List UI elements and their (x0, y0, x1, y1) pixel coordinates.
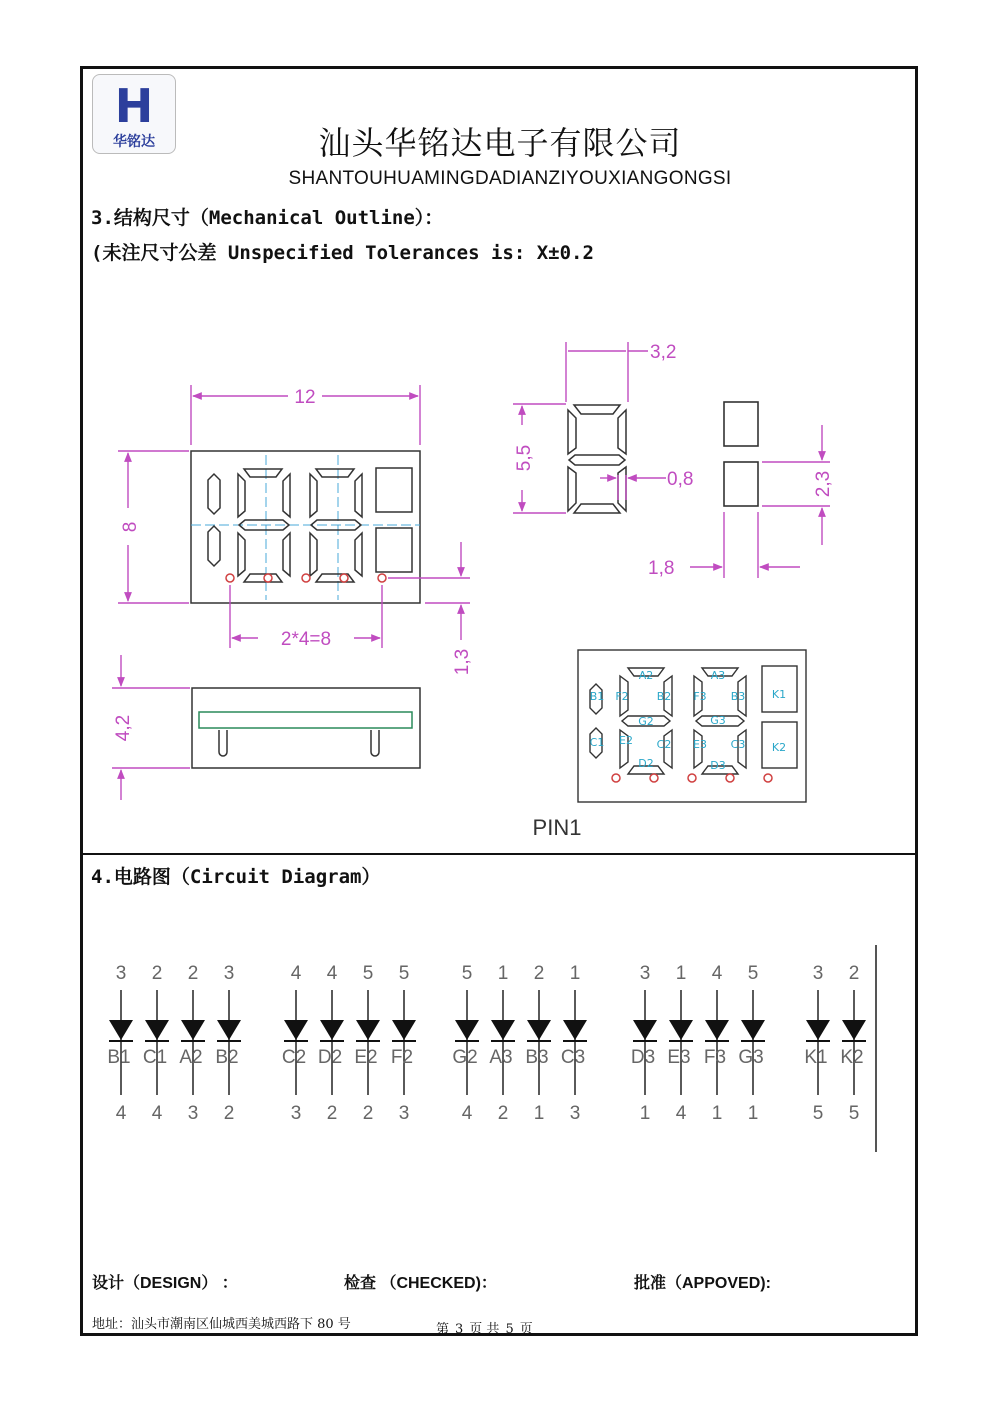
diode-top-pin: 2 (533, 963, 545, 984)
pin-segment-labels (590, 669, 786, 772)
diode-top-pin: 2 (187, 963, 199, 984)
diode-segment-label: A2 (179, 1047, 203, 1068)
pin1-caption: PIN1 (532, 815, 582, 840)
diode-segment-label: D2 (317, 1047, 343, 1068)
pin-label-a2: A2 (638, 669, 654, 682)
dim-depth-label: 4,2 (113, 714, 134, 742)
diode-bottom-pin: 4 (151, 1103, 163, 1124)
diode-symbol (109, 1020, 133, 1040)
dim-digit-height-label: 5,5 (514, 444, 535, 472)
diode-symbol (320, 1020, 344, 1040)
diode-symbol (181, 1020, 205, 1040)
diode-symbol (842, 1020, 866, 1040)
diode-segment-label: B3 (525, 1047, 549, 1068)
approved-label: 批准（APPOVED): (634, 1275, 771, 1292)
pin-label-c2: C2 (656, 738, 672, 751)
digit1-seg-c (208, 526, 220, 566)
diode-bottom-pin: 5 (812, 1103, 824, 1124)
diode-symbol (705, 1020, 729, 1040)
diode-symbol (217, 1020, 241, 1040)
diode-segment-label: D3 (630, 1047, 656, 1068)
diode-top-pin: 4 (711, 963, 723, 984)
diode-segment-label: F2 (390, 1047, 414, 1068)
diode-bottom-pin: 3 (187, 1103, 199, 1124)
diode-bottom-pin: 4 (115, 1103, 127, 1124)
pin-label-c1: C1 (589, 736, 605, 749)
diode-top-pin: 3 (115, 963, 127, 984)
diode-top-pin: 1 (569, 963, 581, 984)
diode-top-pin: 3 (812, 963, 824, 984)
pin-label-f2: F2 (615, 690, 629, 703)
diode-symbol (563, 1020, 587, 1040)
diode-symbol (633, 1020, 657, 1040)
dim-width-label: 12 (294, 387, 316, 408)
diode-symbol (455, 1020, 479, 1040)
page-number (433, 1318, 536, 1337)
digit1-seg-b (208, 474, 220, 514)
diode-segment-label: K1 (804, 1047, 828, 1068)
diode-symbol (356, 1020, 380, 1040)
diode-top-pin: 2 (848, 963, 860, 984)
diode-bottom-pin: 2 (326, 1103, 338, 1124)
pin-label-k1: K1 (771, 688, 787, 701)
checked-label: 检查 （CHECKED)： (344, 1275, 497, 1292)
pin-label-g2: G2 (638, 715, 654, 728)
company-name-en: SHANTOUHUAMINGDADIANZIYOUXIANGONGSI (288, 168, 732, 189)
section3-subtitle: (未注尺寸公差 Unspecified Tolerances is: X±0.2 (91, 242, 594, 264)
diode-segment-label: C1 (142, 1047, 168, 1068)
pin-label-b1: B1 (589, 690, 605, 703)
diode-bottom-pin: 5 (848, 1103, 860, 1124)
diode-bottom-pin: 1 (639, 1103, 651, 1124)
diode-segment-label: F3 (703, 1047, 727, 1068)
dim-digit-width (566, 342, 648, 402)
side-view (192, 688, 420, 768)
side-window (199, 712, 412, 728)
diode-top-pin: 5 (747, 963, 759, 984)
dim-height-label: 8 (120, 521, 141, 533)
diode-segment-label: K2 (840, 1047, 864, 1068)
diode-bottom-pin: 1 (711, 1103, 723, 1124)
page-total: 5 (505, 1322, 514, 1337)
diode-symbol (145, 1020, 169, 1040)
diode-segment-label: E2 (354, 1047, 378, 1068)
diode-symbol (527, 1020, 551, 1040)
pin-label-a3: A3 (710, 669, 726, 682)
diode-segment-label: E3 (667, 1047, 691, 1068)
diode-segment-label: C2 (281, 1047, 307, 1068)
dim-pitch-label: 2*4=8 (280, 629, 332, 650)
diode-bottom-pin: 2 (497, 1103, 509, 1124)
diode-segment-label: B2 (215, 1047, 239, 1068)
diode-segment-label: G3 (738, 1047, 764, 1068)
diode-bottom-pin: 1 (533, 1103, 545, 1124)
diode-top-pin: 5 (398, 963, 410, 984)
diode-top-pin: 1 (675, 963, 687, 984)
diode-top-pin: 4 (290, 963, 302, 984)
diode-top-pin: 2 (151, 963, 163, 984)
diode-segment-label: C3 (560, 1047, 586, 1068)
diode-segment-label: G2 (452, 1047, 478, 1068)
section4-title: 4.电路图（Circuit Diagram） (91, 866, 381, 888)
pin-label-d2: D2 (638, 757, 654, 770)
dim-digit-width-label: 3,2 (650, 342, 677, 363)
diode-bottom-pin: 4 (461, 1103, 473, 1124)
diode-segment-label: A3 (489, 1047, 513, 1068)
dim-pin-offset (388, 542, 470, 640)
front-k1 (376, 468, 412, 512)
pin-label-c3: C3 (730, 738, 746, 751)
pin-dots (612, 774, 772, 782)
pin-label-f3: F3 (693, 690, 707, 703)
diode-top-pin: 4 (326, 963, 338, 984)
diode-symbol (392, 1020, 416, 1040)
pin-label-e2: E2 (619, 734, 633, 747)
diode-symbol (806, 1020, 830, 1040)
pin-label-k2: K2 (771, 741, 787, 754)
diode-top-pin: 5 (461, 963, 473, 984)
dim-segment-width-label: 0,8 (667, 469, 694, 490)
diode-segment-label: B1 (107, 1047, 131, 1068)
logo-text: 华铭达 (113, 134, 155, 150)
page-current: 3 (455, 1322, 464, 1337)
circuit-diagram (107, 963, 866, 1124)
diode-bottom-pin: 3 (569, 1103, 581, 1124)
address: 地址：汕头市潮南区仙城西美城西路下 80 号 (92, 1317, 351, 1332)
diode-bottom-pin: 3 (290, 1103, 302, 1124)
design-label: 设计（DESIGN） ： (92, 1275, 238, 1292)
diode-symbol (741, 1020, 765, 1040)
k-detail (724, 402, 758, 506)
pin-label-b2: B2 (656, 690, 672, 703)
diode-symbol (669, 1020, 693, 1040)
diode-top-pin: 1 (497, 963, 509, 984)
page-mid: 页 共 (469, 1322, 500, 1337)
pin-label-g3: G3 (710, 714, 726, 727)
diode-top-pin: 5 (362, 963, 374, 984)
logo-letter: H (114, 79, 154, 133)
dim-pin-offset-label: 1,3 (452, 648, 473, 676)
diode-top-pin: 3 (223, 963, 235, 984)
dim-k-width-label: 1,8 (648, 558, 675, 579)
diode-bottom-pin: 3 (398, 1103, 410, 1124)
dim-k-width (690, 512, 800, 578)
pin-label-d3: D3 (710, 759, 726, 772)
diode-top-pin: 3 (639, 963, 651, 984)
front-k2 (376, 528, 412, 572)
side-pin-left (219, 730, 227, 756)
diode-symbol (491, 1020, 515, 1040)
company-name-cn: 汕头华铭达电子有限公司 (318, 124, 682, 162)
diode-symbol (284, 1020, 308, 1040)
diode-bottom-pin: 1 (747, 1103, 759, 1124)
side-pin-right (371, 730, 379, 756)
diode-bottom-pin: 2 (223, 1103, 235, 1124)
dim-k-height-label: 2,3 (813, 470, 834, 498)
pin-label-b3: B3 (730, 690, 746, 703)
diode-bottom-pin: 4 (675, 1103, 687, 1124)
section3-title: 3.结构尺寸（Mechanical Outline）： (91, 207, 444, 229)
diode-bottom-pin: 2 (362, 1103, 374, 1124)
page-prefix: 第 (436, 1322, 450, 1337)
dim-segment-width (600, 475, 666, 500)
pin-label-e3: E3 (693, 738, 707, 751)
page-suffix: 页 (519, 1322, 533, 1337)
